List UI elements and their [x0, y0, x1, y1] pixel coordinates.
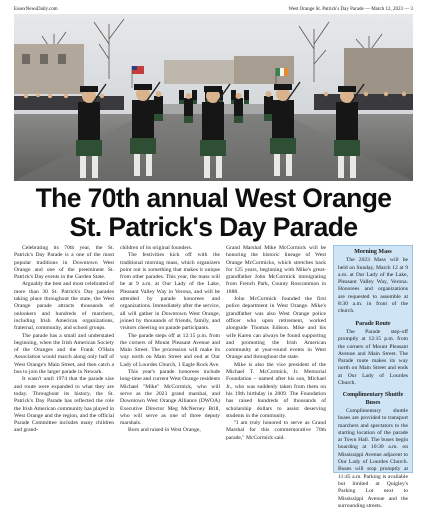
paragraph: It wasn't until 1974 that the parade size and route were expanded to what they are today. Throughout its history, the St. Patrick's Day Parade has reflected the role the Irish American community has played in West Orange and the region, and the official Parade Committee includes many children and grand-: [14, 376, 114, 434]
sidebar-text-shuttle-buses: Complimentary shuttle buses are provided to transport marchers and spectators to the starting location of the parade at Town Hall. The buses begin boarding at 10:30 a.m. on Mississippi Avenue adjacent to Our Lady of Lourdes Church. Buses will stop promptly at 11:45 a.m. Parking is available but limited at Quigley's Parking Lot next to Mississippi Avenue and the surrounding streets.: [338, 407, 408, 509]
sidebar-text-parade-route: The Parade step-off promptly at 12:15 p.m. from the corners of Mount Pleasant Avenue and Main Street. The Parade route makes its way north on Main Street and ends at Our Lady of Lourdes Church.: [338, 328, 408, 387]
paragraph: Mike is also the vice president of the Michael T. McCormick, Jr. Memorial Foundation – named after his son, Michael Jr., who was suddenly taken from them on his 19th birthday in 2009. The Foundation has raised hundreds of thousands of scholarship dollars to assist deserving students in the community.: [226, 361, 326, 419]
paragraph: children of its original founders.: [120, 245, 193, 251]
paragraph: Arguably the best and most celebrated of more than 30 St. Patrick's Day parades taking place throughout the state, the West Orange parade attracts thousands of onlookers and hundreds of marchers, including Irish American organizations, fraternal, community, and school groups.: [14, 281, 114, 332]
article-column-3: [226, 245, 326, 473]
sidebar-heading-morning-mass: Morning Mass: [354, 249, 392, 255]
headline: [14, 184, 413, 242]
headline-line-1: The 70th annual West Orange: [35, 183, 392, 213]
paragraph: John McCormick founded the first police department in West Orange. Mike's grandfather was also West Orange police officer who upon retirement, worked alongside Thomas Edison. Mike and his wife Karen can always be found supporting and promoting the Irish American community at year-round events in West Orange and throughout the state.: [226, 296, 326, 361]
paragraph: The parade has a small and understated beginning, when the Irish American Society of the Oranges and the Frank O'Hara Association would march along only half of West Orange's Main Street, and then catch a bus to join the larger parade in Newark.: [14, 332, 114, 376]
parade-photo: [14, 14, 413, 181]
paragraph: Grand Marshal Mike McCormick will be honoring the historic lineage of West Orange McCormicks, which stretches back for 125 years, beginning with Mike's great-grandfather John McCormick immigrating from French Park, County Roscommon in 1888.: [226, 245, 326, 295]
article-column-2: [120, 245, 220, 473]
paragraph: The parade steps off at 12:15 p.m. from the corners of Mount Pleasant Avenue and Main Street. The procession will make its way north on Main Street and end at Our Lady of Lourdes Church, 1 Eagle Rock Ave.: [120, 332, 220, 368]
page-folio: West Orange St. Patrick's Day Parade — March 12, 2023 — 3: [288, 7, 413, 12]
paragraph: The festivities kick off with the traditional morning mass, which organizers point out is something that makes it unique from other parades. This year, the mass will be at 9 a.m. at Our Lady of the Lake, Pleasant Valley Way in Verona, and will be attended by parade honorees and organizations. Immediately after the service, all will gather in Downtown West Orange, joined by thousands of friends, family, and visitors cheering on parade participants.: [120, 252, 220, 332]
paragraph: Born and raised in West Orange,: [128, 427, 201, 434]
paragraph: "I am truly honored to serve as Grand Marshal for this commemorative 70th parade," McCormick said.: [226, 420, 326, 441]
sidebar-heading-parade-route: Parade Route: [355, 320, 391, 327]
paragraph: This year's parade honorees include long-time and current West Orange residents Michael "Mike" McCormick, who will serve as the 2023 grand marshal, and Downtown West Orange Alliance (DWOA) Executive Director Meg McNerney Brill, who will serve as one of three deputy marshals.: [120, 369, 220, 427]
headline-line-2: St. Patrick's Day Parade: [69, 212, 358, 242]
event-info-sidebar: [333, 245, 413, 509]
sidebar-text-morning-mass: The 2023 Mass will be held on Sunday, March 12 at 9 a.m. at Our Lady of the Lake, Pleasant Valley Way, Verona. Honorees and organizations are requested to assemble at 8:30 a.m. in front of the church.: [338, 257, 408, 315]
sidebar-heading-shuttle-buses: Complimentary Shuttle Buses: [342, 392, 404, 406]
article-column-1: [14, 245, 114, 473]
site-name: EssexNewsDaily.com: [14, 7, 58, 12]
paragraph: Celebrating its 70th year, the St. Patrick's Day Parade is a one of the most popular traditions in Downtown West Orange and one of the preeminent St. Patrick's Day events in the Garden State.: [14, 245, 114, 281]
page-header: [14, 5, 413, 14]
